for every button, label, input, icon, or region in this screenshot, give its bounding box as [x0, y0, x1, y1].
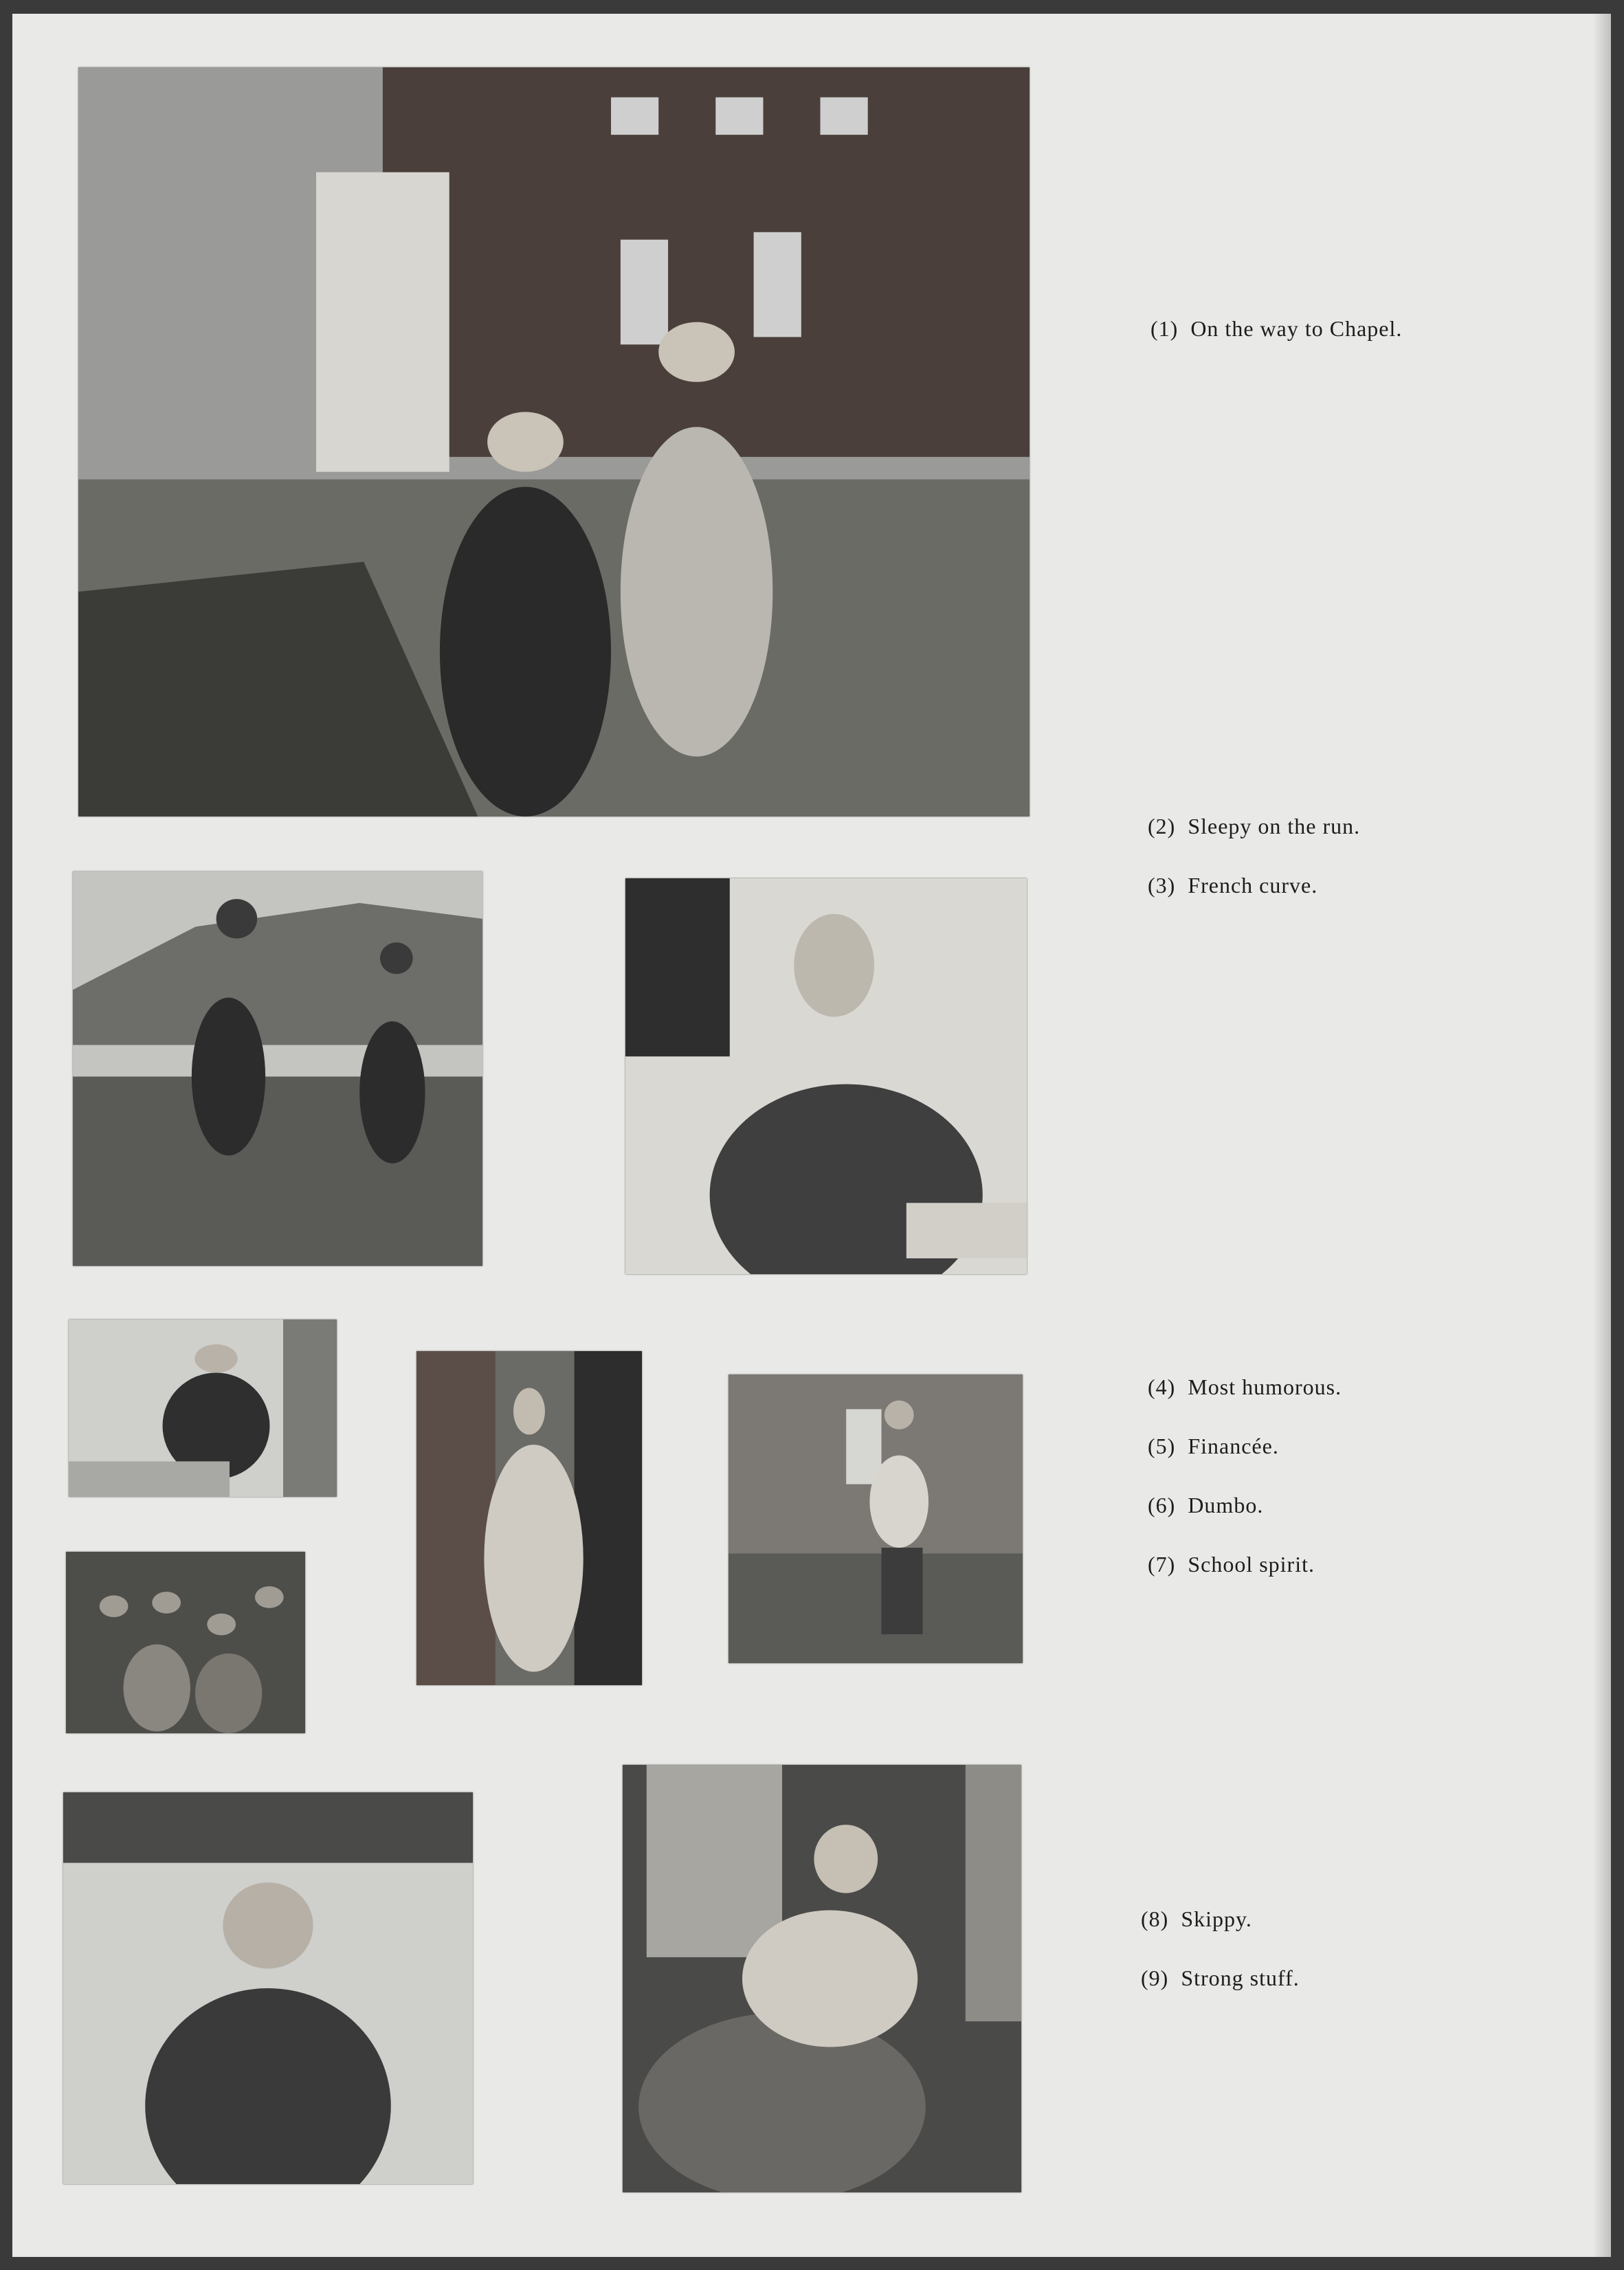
caption-4-number: (4)	[1148, 1375, 1176, 1399]
caption-8	[1141, 1906, 1252, 1932]
caption-1	[1150, 316, 1402, 342]
caption-7	[1148, 1552, 1315, 1577]
page-edge-shadow	[1593, 14, 1611, 2257]
photo-school-crowd	[66, 1552, 305, 1733]
caption-8-number: (8)	[1141, 1906, 1169, 1931]
caption-5-number: (5)	[1148, 1434, 1176, 1458]
caption-5	[1148, 1434, 1279, 1459]
photo-most-humorous	[69, 1320, 337, 1497]
photo-football-run	[73, 871, 482, 1266]
photo-dumbo	[728, 1375, 1023, 1663]
caption-8-text: Skippy.	[1181, 1906, 1252, 1931]
caption-2	[1148, 814, 1360, 839]
caption-3-number: (3)	[1148, 873, 1176, 898]
yearbook-page	[12, 14, 1611, 2257]
caption-2-text: Sleepy on the run.	[1188, 814, 1361, 838]
caption-3	[1148, 873, 1317, 898]
caption-6-number: (6)	[1148, 1493, 1176, 1517]
caption-1-text: On the way to Chapel.	[1190, 316, 1403, 341]
photo-strong-stuff	[623, 1765, 1021, 2192]
caption-1-number: (1)	[1150, 316, 1179, 341]
caption-6-text: Dumbo.	[1188, 1493, 1264, 1517]
caption-4	[1148, 1375, 1342, 1400]
caption-7-number: (7)	[1148, 1552, 1176, 1577]
caption-9-number: (9)	[1141, 1966, 1169, 1990]
photo-chapel-walk	[78, 67, 1030, 816]
caption-9	[1141, 1966, 1300, 1991]
caption-4-text: Most humorous.	[1188, 1375, 1342, 1399]
photo-skippy	[63, 1792, 473, 2184]
caption-9-text: Strong stuff.	[1181, 1966, 1300, 1990]
caption-6	[1148, 1493, 1263, 1518]
photo-french-curve	[625, 878, 1027, 1274]
caption-3-text: French curve.	[1188, 873, 1318, 898]
caption-7-text: School spirit.	[1188, 1552, 1315, 1577]
caption-2-number: (2)	[1148, 814, 1176, 838]
caption-5-text: Financée.	[1188, 1434, 1279, 1458]
photo-financee	[416, 1351, 642, 1685]
